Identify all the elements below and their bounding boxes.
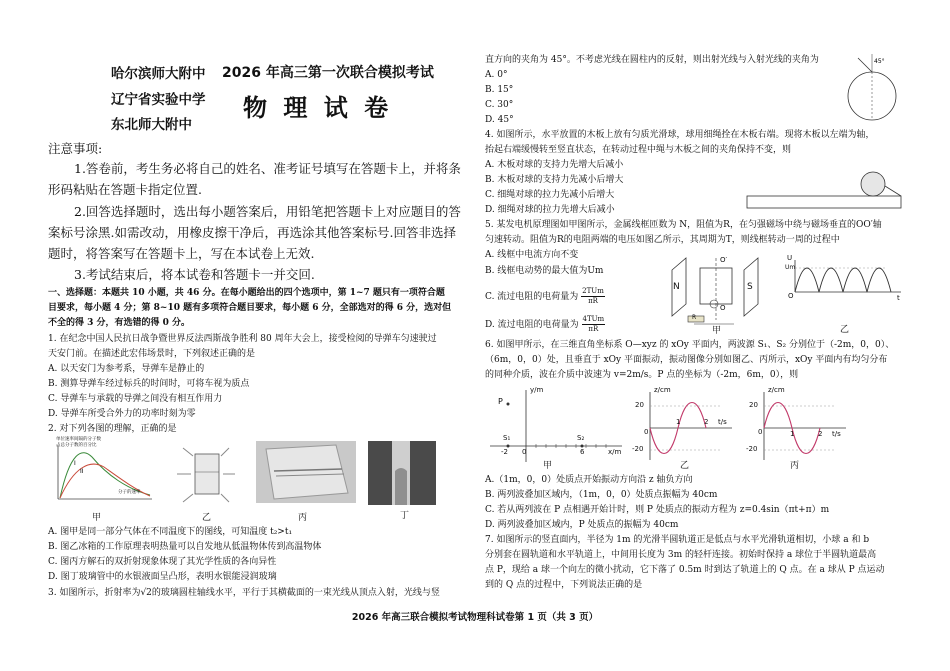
q6-label-yi: 乙 xyxy=(680,461,690,471)
q1-option-a: A. 以天安门为参考系，导弹车是静止的 xyxy=(48,364,205,374)
q6-bing-tick-20: 20 xyxy=(749,401,758,409)
q7-stem-4: 到的 Q 点的过程中，下列说法正确的是 xyxy=(485,580,643,590)
q6-yi-tick-20: 20 xyxy=(635,401,644,409)
note-2a: 2.回答选择题时，选出每小题答案后，用铅笔把答题卡上对应题目的答 xyxy=(74,204,461,219)
q5-d-denominator: πR xyxy=(588,325,599,333)
voltage-origin: O xyxy=(788,292,794,300)
note-3: 3.考试结束后，将本试卷和答题卡一并交回. xyxy=(74,267,315,282)
q6-fig-vib-yi xyxy=(632,388,738,464)
q5-option-d xyxy=(485,315,605,334)
q5-option-c xyxy=(485,287,605,306)
chart-title: 单位速率间隔的分子数 xyxy=(56,437,101,442)
q6-label-bing: 丙 xyxy=(790,461,800,471)
subject-title: 物 理 试 卷 xyxy=(243,94,393,122)
q2-label-yi: 乙 xyxy=(202,513,212,523)
resistor-label: R xyxy=(692,314,697,321)
q7-stem-2: 分别套在圆轨道和水平轨道上，中间用长度为 3m 的轻杆连接。初始时保持 a 球位于半圆轨道最高 xyxy=(485,550,877,560)
q6-yi-tick-neg20: -20 xyxy=(632,445,644,453)
q1-option-b: B. 测算导弹车经过标兵的时间时，可将车视为质点 xyxy=(48,379,250,389)
q2-stem: 2. 对下列各图的理解，正确的是 xyxy=(48,424,177,434)
q2-fig-jia xyxy=(52,437,156,507)
q6-yi-tick-0: 0 xyxy=(644,428,649,436)
q3-stem-1: 3. 如图所示，折射率为√2的玻璃圆柱轴线水平，平行于其横截面的一束光线从顶点入射，光线与竖 xyxy=(48,588,440,598)
q5-fig-voltage xyxy=(785,256,905,316)
q1-option-c: C. 导弹车与承载的导弹之间没有相互作用力 xyxy=(48,394,223,404)
q1-option-d: D. 导弹车所受合外力的功率时刻为零 xyxy=(48,409,196,419)
school-3: 东北师大附中 xyxy=(111,117,192,133)
q6-source-s2: S₂ xyxy=(577,434,585,442)
curve-label-1: I xyxy=(74,460,76,467)
q3-option-a: A. 0° xyxy=(485,70,508,80)
q3-angle-label: 45° xyxy=(874,58,885,65)
notes-title: 注意事项: xyxy=(48,141,103,156)
q5-c-denominator: πR xyxy=(588,297,598,305)
q6-bing-tick-neg20: -20 xyxy=(746,445,758,453)
q3-fig-cylinder xyxy=(836,52,906,124)
q6-stem-3: 的同种介质，波在介质中波速为 v=2m/s。P 点的坐标为（-2m，6m，0），则 xyxy=(485,370,799,380)
note-1a: 1.答卷前，考生务必将自己的姓名、准考证号填写在答题卡上，并将条 xyxy=(74,161,461,176)
q1-stem-2: 天安门前。在描述此宏伟场景时，下列叙述正确的是 xyxy=(48,349,256,359)
axis-o: O xyxy=(720,304,726,312)
voltage-axis-u: U xyxy=(787,254,793,262)
q3-stem-2: 直方向的夹角为 45°。不考虑光线在圆柱内的反射，则出射光线与入射光线的夹角为 xyxy=(485,55,819,65)
q6-stem-1: 6. 如图甲所示，在三维直角坐标系 O—xyz 的 xOy 平面内，两波源 S₁、S₂ 分别位于（-2m，0，0）、 xyxy=(485,340,895,350)
q4-option-c: C. 细绳对球的拉力先减小后增大 xyxy=(485,190,615,200)
q6-axis-y: y/m xyxy=(530,386,544,394)
note-2c: 题时，将答案写在答题卡上，写在本试卷上无效. xyxy=(48,246,315,261)
q5-stem-1: 5. 某发电机原理图如甲图所示，金属线框匝数为 N，阻值为R，在匀强磁场中绕与磁场垂直的OO′轴 xyxy=(485,220,882,230)
q5-option-d-label: D. 流过电阻的电荷量为 xyxy=(485,320,579,330)
q5-option-c-label: C. 流过电阻的电荷量为 xyxy=(485,292,579,302)
voltage-axis-t: t xyxy=(897,294,900,302)
school-2: 辽宁省实验中学 xyxy=(111,92,206,108)
q2-fig-fridge xyxy=(175,440,237,508)
chart-xlabel: 分子的速率 xyxy=(118,490,141,495)
q6-source-s1: S₁ xyxy=(503,434,511,442)
section1-line1: 一、选择题：本题共 10 小题，共 46 分。在每小题给出的四个选项中，第 1~7 题只有一项符合题 xyxy=(48,288,445,298)
q2-label-bing: 丙 xyxy=(298,513,308,523)
q6-point-p: P xyxy=(498,397,503,406)
q6-stem-2: （6m，0，0）处，且垂直于 xOy 平面振动，振动图像分别如图乙、丙所示，xOy 平面内有均匀分布 xyxy=(485,355,888,365)
q6-yi-tick-2: 2 xyxy=(704,418,709,426)
q5-c-numerator: 2TUm xyxy=(582,287,604,295)
q4-option-d: D. 细绳对球的拉力先增大后减小 xyxy=(485,205,615,215)
q2-fig-calcite-photo xyxy=(256,441,356,503)
page-footer: 2026 年高三联合模拟考试物理科试卷第 1 页（共 3 页） xyxy=(351,612,599,623)
curve-label-2: II xyxy=(80,468,84,475)
q3-option-d: D. 45° xyxy=(485,115,514,125)
note-1b: 形码粘贴在答题卡指定位置. xyxy=(48,182,202,197)
pole-n: N xyxy=(673,282,680,292)
section1-line2: 目要求，每小题 4 分；第 8~10 题有多项符合题目要求，每小题 6 分，全部选对的得 6 分，选对但 xyxy=(48,303,452,313)
q2-label-jia: 甲 xyxy=(92,513,102,523)
q6-option-b: B. 两列波叠加区域内，（1m，0，0）处质点振幅为 40cm xyxy=(485,490,718,500)
q6-tick-neg2: -2 xyxy=(501,448,508,456)
q7-stem-3: 点 P，现给 a 球一个向左的微小扰动，它下落了 0.5m 时到达了轨道上的 Q 点。在 a 球从 P 点运动 xyxy=(485,565,885,575)
q2-option-a: A. 图甲是同一部分气体在不同温度下的图线，可知温度 t₂>t₁ xyxy=(48,527,293,537)
q4-option-b: B. 木板对球的支持力先减小后增大 xyxy=(485,175,624,185)
q3-option-c: C. 30° xyxy=(485,100,514,110)
q6-yi-axis-t: t/s xyxy=(718,418,727,426)
chart-subtitle: 占总分子数的百分比 xyxy=(56,443,97,448)
q5-fig-generator xyxy=(664,254,782,330)
q2-fig-tube-photo xyxy=(368,441,436,505)
section1-line3: 不全的得 3 分，有选错的得 0 分。 xyxy=(48,318,191,328)
q2-option-b: B. 图乙冰箱的工作原理表明热量可以自发地从低温物体传到高温物体 xyxy=(48,542,322,552)
q3-option-b: B. 15° xyxy=(485,85,514,95)
q1-stem-1: 1. 在纪念中国人民抗日战争暨世界反法西斯战争胜利 80 周年大会上，接受检阅的导弹车匀速驶过 xyxy=(48,334,437,344)
q4-stem-1: 4. 如图所示，水平放置的木板上放有匀质光滑球，球用细绳拴在木板右端。现将木板以左端为轴， xyxy=(485,130,875,140)
q2-option-c: C. 图丙方解石的双折射现象体现了其光学性质的各向异性 xyxy=(48,557,277,567)
q5-stem-2: 匀速转动。阻值为R的电阻两端的电压如图乙所示，其周期为T，则线框转动一周的过程中 xyxy=(485,235,840,245)
q6-tick-0: 0 xyxy=(522,448,527,456)
q6-yi-axis-z: z/cm xyxy=(654,386,671,394)
q6-bing-tick-1: 1 xyxy=(790,430,795,438)
q6-bing-tick-0: 0 xyxy=(758,428,763,436)
q5-d-numerator: 4TUm xyxy=(582,315,605,323)
q6-fig-plane xyxy=(486,386,626,466)
q5-option-a: A. 线框中电流方向不变 xyxy=(485,250,579,260)
q6-label-jia: 甲 xyxy=(543,461,553,471)
voltage-axis-um: Um xyxy=(785,264,796,271)
q2-label-ding: 丁 xyxy=(400,511,410,521)
q2-option-d: D. 图丁玻璃管中的水银液面呈凸形，表明水银能浸润玻璃 xyxy=(48,572,277,582)
q7-stem-1: 7. 如图所示的竖直面内，半径为 1m 的光滑半圆轨道正是低点与水平光滑轨道相切，小球 a 和 b xyxy=(485,535,870,545)
axis-o-prime: O′ xyxy=(720,256,728,264)
q6-bing-axis-t: t/s xyxy=(832,430,841,438)
q6-bing-axis-z: z/cm xyxy=(768,386,785,394)
q6-fig-vib-bing xyxy=(746,388,852,464)
school-1: 哈尔滨师大附中 xyxy=(111,66,206,82)
q6-axis-x: x/m xyxy=(608,448,622,456)
q5-label-yi: 乙 xyxy=(840,325,850,335)
q4-option-a: A. 木板对球的支持力先增大后减小 xyxy=(485,160,624,170)
q6-option-c: C. 若从两列波在 P 点相遇开始计时，则 P 处质点的振动方程为 z=0.4sin（πt+π）m xyxy=(485,505,830,515)
q6-tick-6: 6 xyxy=(580,448,585,456)
note-2b: 案标号涂黑.如需改动，用橡皮擦干净后，再选涂其他答案标号.回答非选择 xyxy=(48,225,456,240)
pole-s: S xyxy=(747,282,753,292)
q6-option-d: D. 两列波叠加区域内，P 处质点的振幅为 40cm xyxy=(485,520,679,530)
q6-option-a: A.（1m，0，0）处质点开始振动方向沿 z 轴负方向 xyxy=(485,475,693,485)
q4-fig-board-ball xyxy=(745,162,905,212)
q6-bing-tick-2: 2 xyxy=(818,430,823,438)
q4-stem-2: 抬起右端缓慢转至竖直状态，在转动过程中绳与木板之间的夹角保持不变，则 xyxy=(485,145,792,155)
q5-option-b: B. 线框电动势的最大值为Um xyxy=(485,266,604,276)
q5-label-jia: 甲 xyxy=(712,326,722,336)
exam-title: 2026 年高三第一次联合模拟考试 xyxy=(222,65,434,81)
q6-yi-tick-1: 1 xyxy=(676,418,681,426)
